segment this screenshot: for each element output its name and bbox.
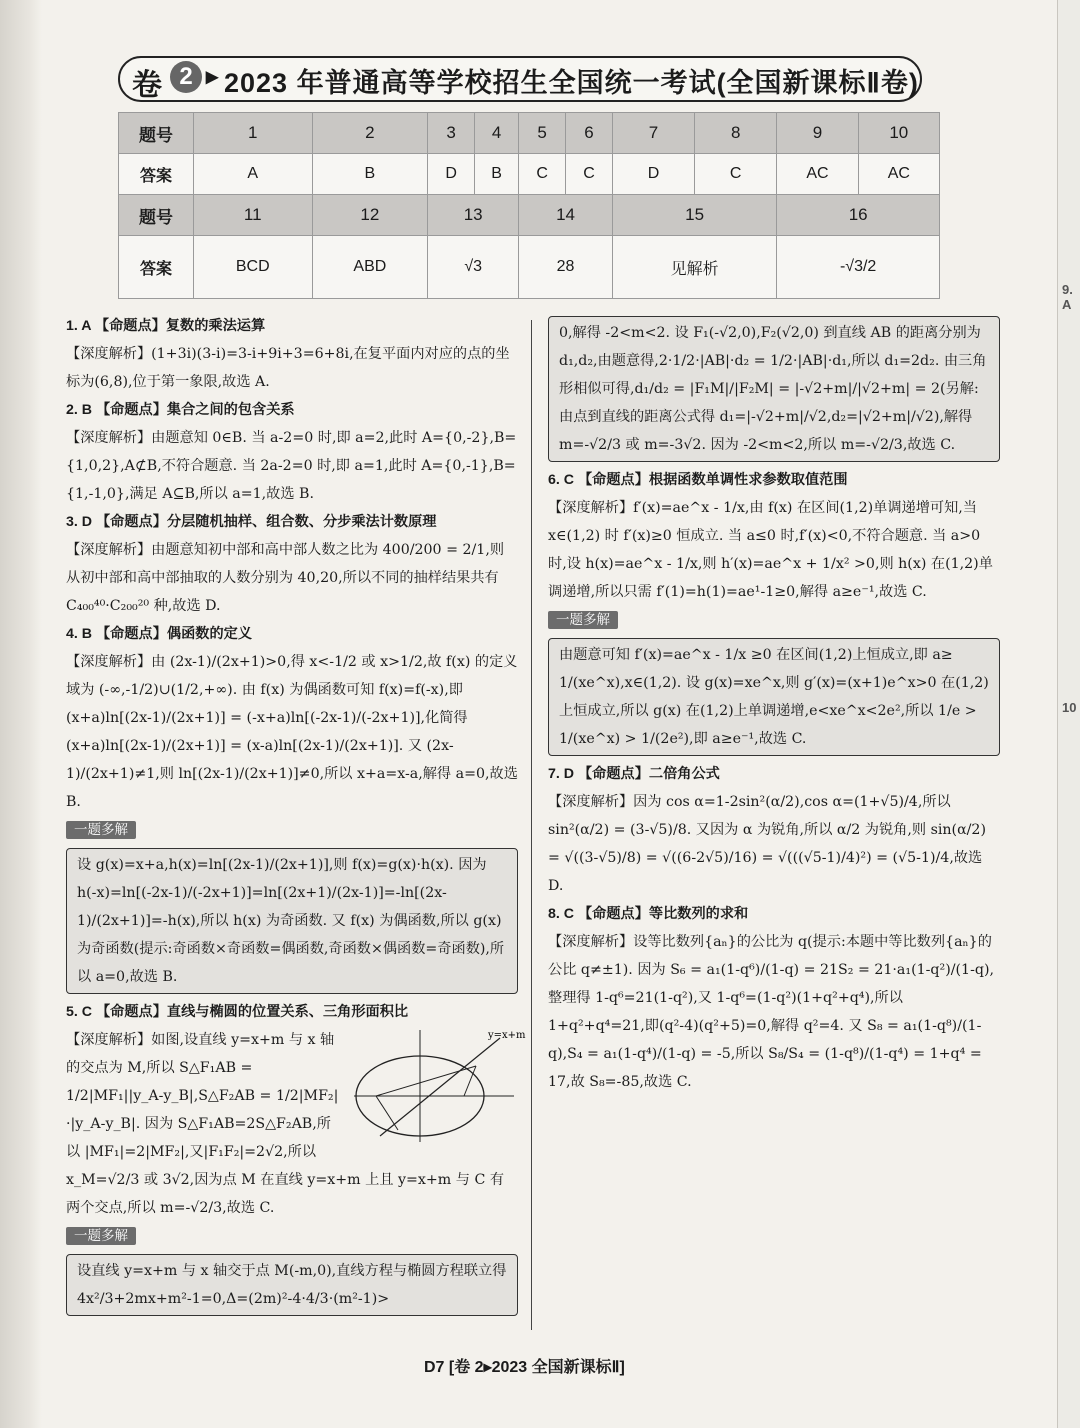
table-cell: 见解析	[612, 236, 776, 299]
table-cell: 6	[566, 113, 613, 154]
q5-heading: 5. C 【命题点】直线与椭圆的位置关系、三角形面积比	[66, 1004, 409, 1020]
left-column	[66, 312, 526, 1320]
table-cell: 16	[777, 195, 940, 236]
table-cell: AC	[858, 154, 939, 195]
q6-alt-solution-box	[548, 638, 1000, 756]
table-cell: √3	[428, 236, 519, 299]
q6-solution: 【深度解析】f′(x)=ae^x - 1/x,由 f(x) 在区间(1,2)单调递增可知,当 x∈(1,2) 时 f′(x)≥0 恒成立. 当 a≤0 时,f′(x)<0,不符合题意. 当 a>0 时,设 h(x)=ae^x - 1/x,则 h′(x)=ae^x + 1/x² >0,则 h(x) 在(1,2)单调递增,所以只需 f′(1)=h(1)=ae¹-1≥0,解得 a≥e⁻¹,故选 C.	[548, 500, 993, 600]
q3-heading: 3. D 【命题点】分层随机抽样、组合数、分步乘法计数原理	[66, 514, 437, 530]
table-cell: C	[566, 154, 613, 195]
table-cell: 3	[428, 113, 475, 154]
q2-heading: 2. B 【命题点】集合之间的包含关系	[66, 402, 295, 418]
table-row-answers-1	[119, 154, 940, 195]
table-cell: -√3/2	[777, 236, 940, 299]
table-cell: 13	[428, 195, 519, 236]
table-cell: B	[312, 154, 428, 195]
table-cell: C	[695, 154, 777, 195]
table-cell: 10	[858, 113, 939, 154]
q5-alt-continued: 0,解得 -2<m<2. 设 F₁(-√2,0),F₂(√2,0) 到直线 AB 的距离分别为 d₁,d₂,由题意得,2·1/2·|AB|·d₂ = 1/2·|AB|·d₁,所以 d₁=2d₂. 由三角形相似可得,d₁/d₂ = |F₁M|/|F₂M| = |-√2+m|/|√2+m| = 2(另解:由点到直线的距离公式得 d₁=|-√2+m|/√2,d₂=|√2+m|/√2),解得 m=-√2/3 或 m=-3√2. 因为 -2<m<2,所以 m=-√2/3,故选 C.	[559, 325, 987, 453]
q5-solution: 【深度解析】如图,设直线 y=x+m 与 x 轴的交点为 M,所以 S△F₁AB = 1/2|MF₁||y_A-y_B|,S△F₂AB = 1/2|MF₂|·|y_A-y_B|. 因为 S△F₁AB=2S△F₂AB,所以 |MF₁|=2|MF₂|,又|F₁F₂|=2√2,所以 x_M=√2/3 或 3√2,因为点 M 在直线 y=x+m 上且 y=x+m 与 C 有两个交点,所以 m=-√2/3,故选 C.	[66, 1032, 505, 1216]
table-cell: AC	[777, 154, 858, 195]
segment-f1-a	[376, 1066, 476, 1096]
segment-f1-b	[376, 1096, 398, 1130]
table-cell: 4	[475, 113, 519, 154]
table-cell: BCD	[194, 236, 313, 299]
edge-text-9: 9. A	[1062, 282, 1073, 312]
table-cell: D	[612, 154, 694, 195]
q5-alt-solution-box	[66, 1254, 518, 1316]
q7-solution: 【深度解析】因为 cos α=1-2sin²(α/2),cos α=(1+√5)/4,所以 sin²(α/2) = (3-√5)/8. 又因为 α 为锐角,所以 α/2 为锐角,则 sin(α/2) = √((3-√5)/8) = √((6-2√5)/16) = √(((√5-1)/4)²) = (√5-1)/4,故选 D.	[548, 794, 986, 894]
table-cell: 12	[312, 195, 428, 236]
juan-label: 卷	[132, 69, 162, 102]
column-divider	[531, 320, 532, 1330]
alt-method-tag: 一题多解	[66, 1227, 136, 1245]
table-cell: 5	[519, 113, 566, 154]
table-row-numbers-2	[119, 195, 940, 236]
next-page-edge	[1057, 0, 1080, 1428]
q7-heading: 7. D 【命题点】二倍角公式	[548, 766, 720, 782]
q4-heading: 4. B 【命题点】偶函数的定义	[66, 626, 253, 642]
line-label: y=x+m	[488, 1030, 526, 1041]
edge-text-10: 10	[1062, 700, 1077, 715]
answer-table	[118, 112, 940, 299]
table-row-numbers-1	[119, 113, 940, 154]
right-column	[548, 312, 1000, 1096]
ellipse-diagram	[350, 1026, 526, 1146]
alt-method-tag: 一题多解	[548, 611, 618, 629]
q8-heading: 8. C 【命题点】等比数列的求和	[548, 906, 749, 922]
table-cell: 8	[695, 113, 777, 154]
q4-alt-solution: 设 g(x)=x+a,h(x)=ln[(2x-1)/(2x+1)],则 f(x)=g(x)·h(x). 因为 h(-x)=ln[(-2x-1)/(-2x+1)]=ln[(2x+1)/(2x-1)]=-ln[(2x-1)/(2x+1)]=-h(x),所以 h(x) 为奇函数. 又 f(x) 为偶函数,所以 g(x) 为奇函数(提示:奇函数×奇函数=偶函数,奇函数×偶函数=奇函数),所以 a=0,故选 B.	[77, 857, 505, 985]
page-title: 2023 年普通高等学校招生全国统一考试(全国新课标Ⅱ卷)	[224, 68, 919, 98]
table-cell: 9	[777, 113, 858, 154]
table-cell: B	[475, 154, 519, 195]
row-label: 答案	[119, 154, 194, 195]
q1-solution: 【深度解析】(1+3i)(3-i)=3-i+9i+3=6+8i,在复平面内对应的点的坐标为(6,8),位于第一象限,故选 A.	[66, 346, 510, 390]
volume-number-badge: 2	[170, 61, 202, 93]
section-header	[118, 56, 938, 102]
q2-solution: 【深度解析】由题意知 0∈B. 当 a-2=0 时,即 a=2,此时 A={0,-2},B={1,0,2},A⊄B,不符合题意. 当 2a-2=0 时,即 a=1,此时 A={0,-1},B={1,-1,0},满足 A⊆B,所以 a=1,故选 B.	[66, 430, 517, 502]
q6-heading: 6. C 【命题点】根据函数单调性求参数取值范围	[548, 472, 848, 488]
row-label: 题号	[119, 113, 194, 154]
row-label: 答案	[119, 236, 194, 299]
table-cell: 14	[519, 195, 613, 236]
q8-solution: 【深度解析】设等比数列{aₙ}的公比为 q(提示:本题中等比数列{aₙ}的公比 q≠±1). 因为 S₆ = a₁(1-q⁶)/(1-q) = 21S₂ = 21·a₁(1-q²)/(1-q),整理得 1-q⁶=21(1-q²),又 1-q⁶=(1-q²)(1+q²+q⁴),所以 1+q²+q⁴=21,即(q²-4)(q²+5)=0,解得 q²=4. 又 S₈ = a₁(1-q⁸)/(1-q),S₄ = a₁(1-q⁴)/(1-q) = -5,所以 S₈/S₄ = (1-q⁸)/(1-q⁴) = 1+q⁴ = 17,故 S₈=-85,故选 C.	[548, 934, 994, 1090]
page-footer: D7 [卷 2▸2023 全国新课标Ⅱ]	[424, 1359, 625, 1376]
q4-alt-solution-box	[66, 848, 518, 994]
arrow-icon: ▸	[206, 63, 219, 90]
q5-alt-continued-box	[548, 316, 1000, 462]
table-cell: 1	[194, 113, 313, 154]
q6-alt-solution: 由题意可知 f′(x)=ae^x - 1/x ≥0 在区间(1,2)上恒成立,即 a≥ 1/(xe^x),x∈(1,2). 设 g(x)=xe^x,则 g′(x)=(x+1)e^x>0 在(1,2)上恒成立,所以 g(x) 在(1,2)上单调递增,e<xe^x<2e²,所以 1/e > 1/(xe^x) > 1/(2e²),即 a≥e⁻¹,故选 C.	[559, 647, 989, 747]
table-cell: ABD	[312, 236, 428, 299]
binding-shadow	[0, 0, 42, 1428]
table-cell: 11	[194, 195, 313, 236]
q5-alt-solution: 设直线 y=x+m 与 x 轴交于点 M(-m,0),直线方程与椭圆方程联立得 4x²/3+2mx+m²-1=0,Δ=(2m)²-4·4/3·(m²-1)>	[77, 1263, 507, 1307]
table-cell: 15	[612, 195, 776, 236]
table-row-answers-2	[119, 236, 940, 299]
alt-method-tag: 一题多解	[66, 821, 136, 839]
table-cell: A	[194, 154, 313, 195]
table-cell: 7	[612, 113, 694, 154]
table-cell: D	[428, 154, 475, 195]
q1-heading: 1. A 【命题点】复数的乘法运算	[66, 318, 266, 334]
table-cell: 2	[312, 113, 428, 154]
table-cell: C	[519, 154, 566, 195]
row-label: 题号	[119, 195, 194, 236]
table-cell: 28	[519, 236, 613, 299]
q4-solution: 【深度解析】由 (2x-1)/(2x+1)>0,得 x<-1/2 或 x>1/2,故 f(x) 的定义域为 (-∞,-1/2)∪(1/2,+∞). 由 f(x) 为偶函数可知 f(x)=f(-x),即 (x+a)ln[(2x-1)/(2x+1)] = (-x+a)ln[(-2x-1)/(-2x+1)],化简得 (x+a)ln[(2x-1)/(2x+1)] = (x-a)ln[(2x-1)/(2x+1)]. 又 (2x-1)/(2x+1)≠1,则 ln[(2x-1)/(2x+1)]≠0,所以 x+a=x-a,解得 a=0,故选 B.	[66, 654, 518, 810]
q3-solution: 【深度解析】由题意知初中部和高中部人数之比为 400/200 = 2/1,则从初中部和高中部抽取的人数分别为 40,20,所以不同的抽样结果共有 C₄₀₀⁴⁰·C₂₀₀²⁰ 种,故选 D.	[66, 542, 505, 614]
